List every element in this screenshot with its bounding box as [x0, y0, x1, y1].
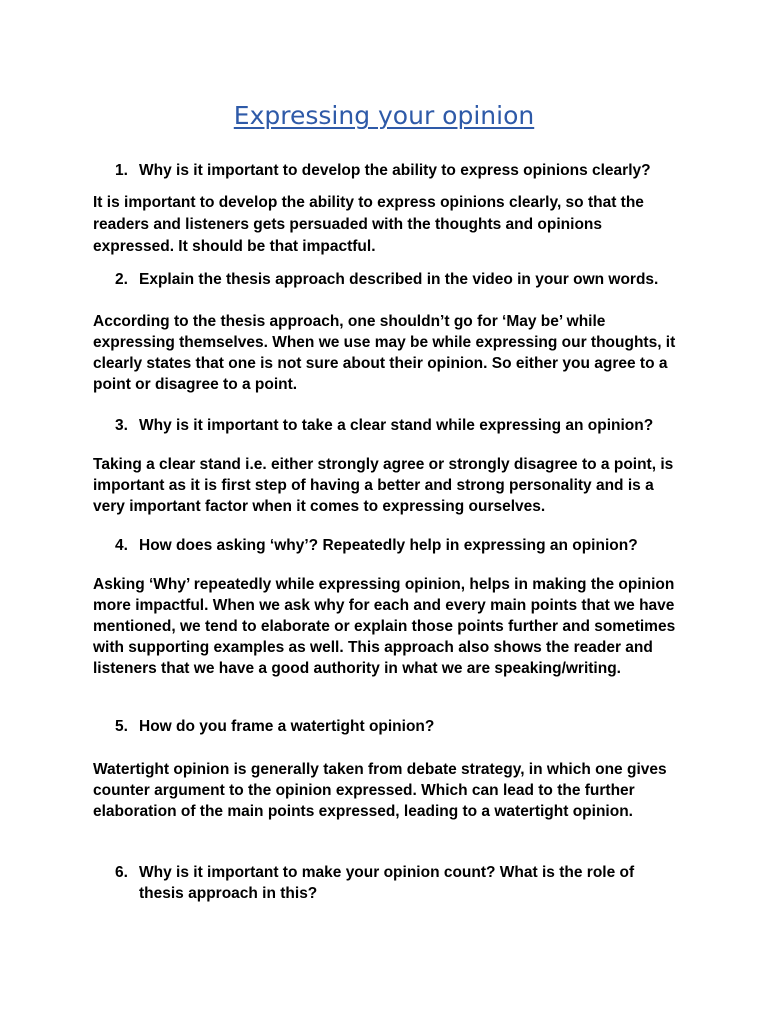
question-5: [115, 716, 675, 737]
question-text: Why is it important to take a clear stand while expressing an opinion?: [139, 417, 654, 434]
question-text: Why is it important to make your opinion count? What is the role of thesis approach in this?: [139, 864, 635, 902]
question-number: 3.: [115, 417, 128, 434]
question-text: How do you frame a watertight opinion?: [139, 718, 435, 735]
question-number: 2.: [115, 271, 128, 288]
question-text: How does asking ‘why’? Repeatedly help in expressing an opinion?: [139, 537, 638, 554]
question-2: [115, 269, 675, 290]
question-number: 6.: [115, 864, 128, 881]
question-6: [115, 862, 675, 904]
answer-1: It is important to develop the ability to express opinions clearly, so that the readers and listeners gets persuaded with the thoughts and opinions expressed. It should be that impactful.: [93, 194, 644, 255]
question-4: [115, 535, 675, 556]
answer-3: Taking a clear stand i.e. either strongly agree or strongly disagree to a point, is important as it is first step of having a better and strong personality and is a very important factor when it comes to expressing ourselves.: [93, 456, 674, 515]
answer-4: Asking ‘Why’ repeatedly while expressing opinion, helps in making the opinion more impactful. When we ask why for each and every main points that we have mentioned, we tend to elaborate or explain those points further and sometimes with supporting examples as well. This approach also shows the reader and listeners that we have a good authority in what we are speaking/writing.: [93, 576, 676, 677]
answer-5: Watertight opinion is generally taken from debate strategy, in which one gives counter argument to the opinion expressed. Which can lead to the further elaboration of the main points expressed, leading to a watertight opinion.: [93, 761, 667, 820]
question-number: 1.: [115, 162, 128, 179]
question-text: Why is it important to develop the ability to express opinions clearly?: [139, 162, 651, 179]
question-3: [115, 415, 675, 436]
question-text: Explain the thesis approach described in the video in your own words.: [139, 271, 659, 288]
answer-2: According to the thesis approach, one shouldn’t go for ‘May be’ while expressing themselves. When we use may be while expressing our thoughts, it clearly states that one is not sure about their opinion. So either you agree to a point or disagree to a point.: [93, 313, 676, 393]
document-title: Expressing your opinion: [233, 101, 535, 130]
question-1: [115, 160, 675, 181]
question-number: 5.: [115, 718, 128, 735]
question-number: 4.: [115, 537, 128, 554]
